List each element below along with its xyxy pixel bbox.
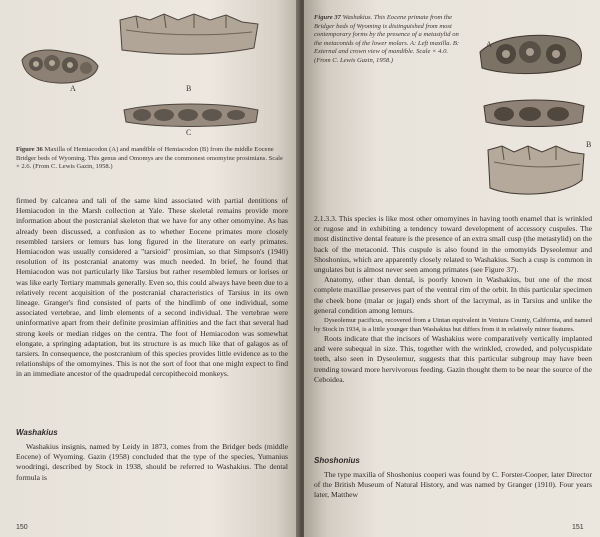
right-page xyxy=(304,0,600,537)
body-paragraph: The type maxilla of Shoshonius cooperi was found by C. Forster-Cooper, later Director of the British Museum of Natural History, and was named by Granger (1910). Four years later, Matthew xyxy=(314,470,592,500)
figure-label-c: C xyxy=(186,128,192,137)
body-paragraph: firmed by calcanea and tali of the same kind associated with partial dentitions of Hemiacodon in the Marsh collection at Yale. These skeletal remains provide more information about the postcranial skeleton that we have for any other omomyine. As has already been discussed, a confusion as to whether Eocene primates more closely resembled tarsiers or lemurs has long figured in the literature on early primates. Hemiacodon was usually considered a "tarsioid" prosimian, so that Simpson's (1940) resolution of its postcranial anatomy was much needed. In brief, he found that Hemiacodon was not particularly like Tarsius but rather resembled lemurs or lorises or was like early Tertiary mammals generally. Even so, this could always have been due to a relatively recent acquisition of the postcranial characteristics of Tarsius in its own lineage. Granger's find consisted of parts of the hindlimb of one individual, some associated vertebrae, and limb elements of a second individual. The vertebrae were uninformative apart from their definite prosimian affinities and the fact that several had strong keels or median ridges on the centra. The foot of Hemiacodon was somewhat elongate, a springing adaptation, but its structure is as much like that of galagos as of tarsiers. In consequence, the postcranium of this species provides little evidence as to the relationships of the omomyines. This is not the sort of foot that one might expect to find in an immediate ancestor of the quadrupedal cercopithecoid monkeys. xyxy=(16,196,288,379)
fossil-mandible-c-crown-illustration xyxy=(120,100,262,130)
fossil-mandible-b-lateral-illustration xyxy=(484,140,588,202)
body-paragraph: Anatomy, other than dental, is poorly known in Washakius, but one of the most complete maxillae preserves part of the ventral rim of the orbit. In this particular specimen the cheek bone (malar or jugal) ends short of the lacrymal, as in Tarsius and unlike the general condition among lemurs. xyxy=(314,275,592,315)
figure-label-a: A xyxy=(70,84,76,93)
page-number-left: 150 xyxy=(16,524,28,531)
right-body-text xyxy=(314,214,592,385)
right-body-text-2 xyxy=(314,470,592,501)
section-heading-washakius: Washakius xyxy=(16,428,58,437)
fossil-mandible-crown-illustration xyxy=(480,94,588,134)
body-paragraph: Washakius insignis, named by Leidy in 1873, comes from the Bridger beds (middle Eocene) of Wyoming. Gazin (1958) concluded that the type of the species, Yumanius woodringi, described by Stock in 1938, should be referred to Washakius. The dental formula is xyxy=(16,442,288,482)
fossil-mandible-b-lateral-illustration xyxy=(114,6,264,58)
figure-36-caption xyxy=(16,146,286,172)
figure-37-caption xyxy=(314,14,464,66)
left-body-text xyxy=(16,196,288,380)
figure-label-b: B xyxy=(586,140,592,149)
caption-text: Washakius. This Eocene primate from the Bridger beds of Wyoming is distinguished from most contemporary forms by the presence of a metastylid on the metaconids of the lower molars. A: Left maxilla. B: External and crown view of mandible. Scale × 4.0. (From C. Lewis Gazin, 1958.) xyxy=(314,14,460,64)
body-paragraph: Dyseolemur pacificus, recovered from a Uintan equivalent in Ventura County, California, and named by Stock in 1934, is a little younger than Washakius but differs from it in relatively minor features. xyxy=(314,317,592,334)
figure-label-b: B xyxy=(186,84,192,93)
page-number-right: 151 xyxy=(572,524,584,531)
body-paragraph: 2.1.3.3. This species is like most other omomyines in having tooth enamel that is wrinkled or rugose and in exhibiting a tendency toward development of accessory cuspules. The most distinctive dental feature is the presence of an extra small cusp (the metastylid) on the back of the metaconid. This cuspule is also found in the omomyids Dyseolemur and Shoshonius, which are apparently closely related to Washakius. Such a cusp is common in ungulates but is almost never seen among primates (see Figure 37). xyxy=(314,214,592,275)
body-paragraph: Roots indicate that the incisors of Washakius were comparatively vertically implanted and were subequal in size. This, together with the wrinkled, crowded, and polycuspidate teeth, also seen in Dyseolemur, suggests that this particular subgroup may have been trending toward more hervivorous feeding. Gazin thought them to be near the source of the Ceboidea. xyxy=(314,334,592,384)
fossil-maxilla-a-illustration xyxy=(476,30,586,80)
caption-title: Figure 36 xyxy=(16,146,43,153)
fossil-maxilla-a-illustration xyxy=(18,46,100,86)
section-heading-shoshonius: Shoshonius xyxy=(314,456,360,465)
caption-text: Maxilla of Hemiacodon (A) and mandible of Hemiacodon (B) from the middle Eocene Bridger beds of Wyoming. This genus and Omomys are the commonest omomyine prosimians. Scale × 2.6. (From C. Lewis Gazin, 1958.) xyxy=(16,146,283,171)
figure-label-a: A xyxy=(486,40,492,49)
caption-title: Figure 37 xyxy=(314,14,341,21)
left-body-text-2 xyxy=(16,442,288,483)
